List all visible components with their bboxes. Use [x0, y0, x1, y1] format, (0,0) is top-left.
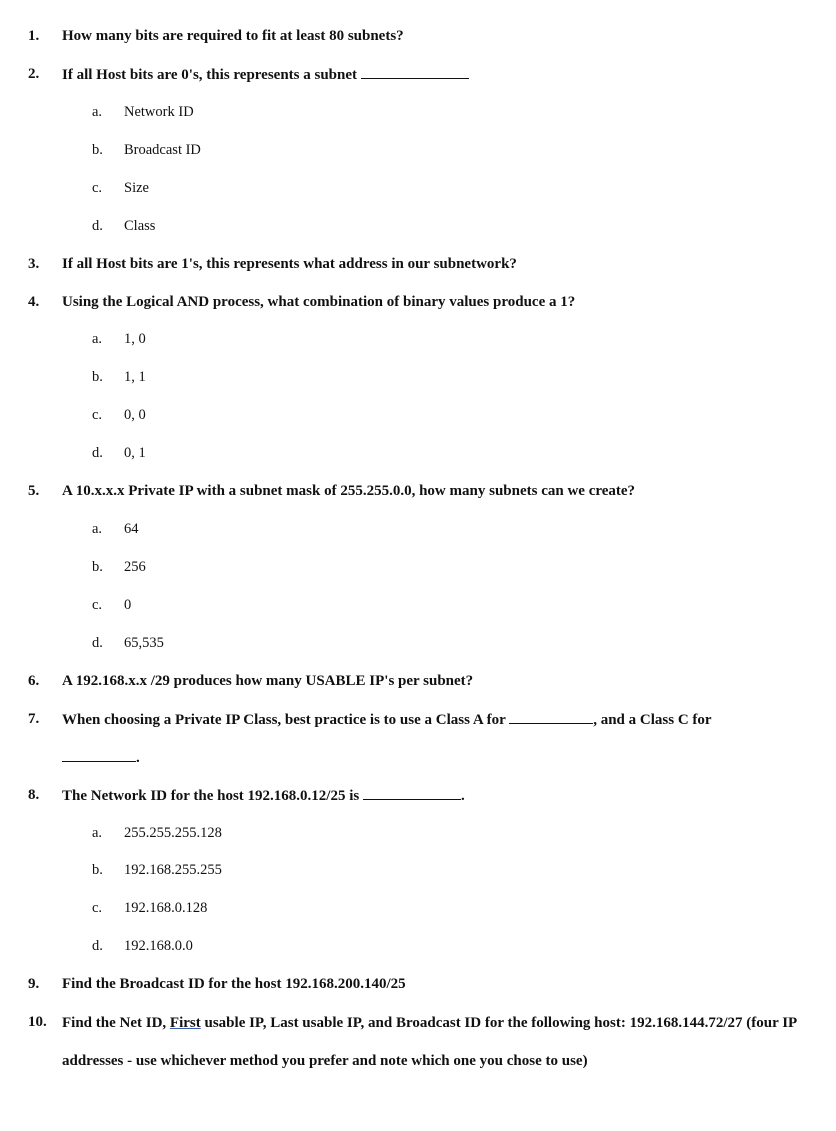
question-number: 5. — [28, 483, 40, 499]
option-text: Broadcast ID — [124, 142, 201, 158]
question-text-end: . — [136, 750, 140, 766]
question-number: 8. — [28, 787, 40, 803]
question-text-continued: , and a Class C for — [593, 712, 712, 728]
question-text-end: . — [460, 788, 465, 804]
option-text: 256 — [124, 559, 146, 575]
option-text: 65,535 — [124, 635, 164, 651]
question-number: 9. — [28, 976, 40, 992]
question-number: 3. — [28, 256, 40, 272]
option-letter: a. — [92, 825, 103, 841]
option-letter: d. — [92, 218, 103, 234]
option-text: 64 — [124, 521, 139, 537]
option-text: 192.168.0.128 — [124, 900, 208, 916]
question-text-underlined: First — [169, 1015, 201, 1031]
question-text: If all Host bits are 1's, this represents what address in our subnetwork? — [62, 256, 517, 272]
answer-blank — [361, 65, 469, 79]
option-letter: b. — [92, 559, 103, 575]
answer-blank — [62, 748, 136, 762]
question-text: A 10.x.x.x Private IP with a subnet mask of 255.255.0.0, how many subnets can we create? — [62, 483, 636, 499]
question-text-continued: usable IP, Last usable IP, and Broadcast ID for the following host: 192.168.144.72/27 (four IP addresses - use whichever method you prefer and note which one you chose to use) — [62, 1015, 797, 1069]
option-letter: d. — [92, 635, 103, 651]
question-text: How many bits are required to fit at least 80 subnets? — [62, 28, 404, 44]
option-text: 1, 1 — [124, 369, 146, 385]
question-text: When choosing a Private IP Class, best practice is to use a Class A for — [62, 712, 506, 728]
question-number: 7. — [28, 711, 40, 727]
option-text: 192.168.255.255 — [124, 862, 222, 878]
option-text: 192.168.0.0 — [124, 938, 193, 954]
question-number: 2. — [28, 66, 40, 82]
question-number: 10. — [28, 1014, 47, 1030]
question-text: Find the Net ID, — [62, 1015, 167, 1031]
option-text: 0, 0 — [124, 407, 146, 423]
option-text: Class — [124, 218, 156, 234]
option-letter: c. — [92, 407, 103, 423]
option-letter: c. — [92, 900, 103, 916]
option-text: 1, 0 — [124, 331, 146, 347]
question-text: If all Host bits are 0's, this represents a subnet — [62, 67, 358, 83]
option-letter: d. — [92, 938, 103, 954]
option-text: Size — [124, 180, 149, 196]
question-number: 4. — [28, 294, 40, 310]
option-letter: a. — [92, 104, 103, 120]
answer-blank — [509, 710, 593, 724]
option-letter: b. — [92, 142, 103, 158]
option-letter: b. — [92, 369, 103, 385]
option-text: 255.255.255.128 — [124, 825, 222, 841]
question-text: A 192.168.x.x /29 produces how many USABLE IP's per subnet? — [62, 673, 474, 689]
option-letter: a. — [92, 521, 103, 537]
question-text: Using the Logical AND process, what combination of binary values produce a 1? — [62, 294, 576, 310]
option-text: 0 — [124, 597, 132, 613]
question-text: The Network ID for the host 192.168.0.12/25 is — [62, 788, 360, 804]
question-text: Find the Broadcast ID for the host 192.168.200.140/25 — [62, 976, 406, 992]
question-number: 1. — [28, 28, 40, 44]
option-text: 0, 1 — [124, 445, 146, 461]
option-letter: b. — [92, 862, 103, 878]
option-text: Network ID — [124, 104, 194, 120]
option-letter: d. — [92, 445, 103, 461]
option-letter: c. — [92, 597, 103, 613]
option-letter: c. — [92, 180, 103, 196]
answer-blank — [363, 786, 461, 800]
option-letter: a. — [92, 331, 103, 347]
question-number: 6. — [28, 673, 40, 689]
